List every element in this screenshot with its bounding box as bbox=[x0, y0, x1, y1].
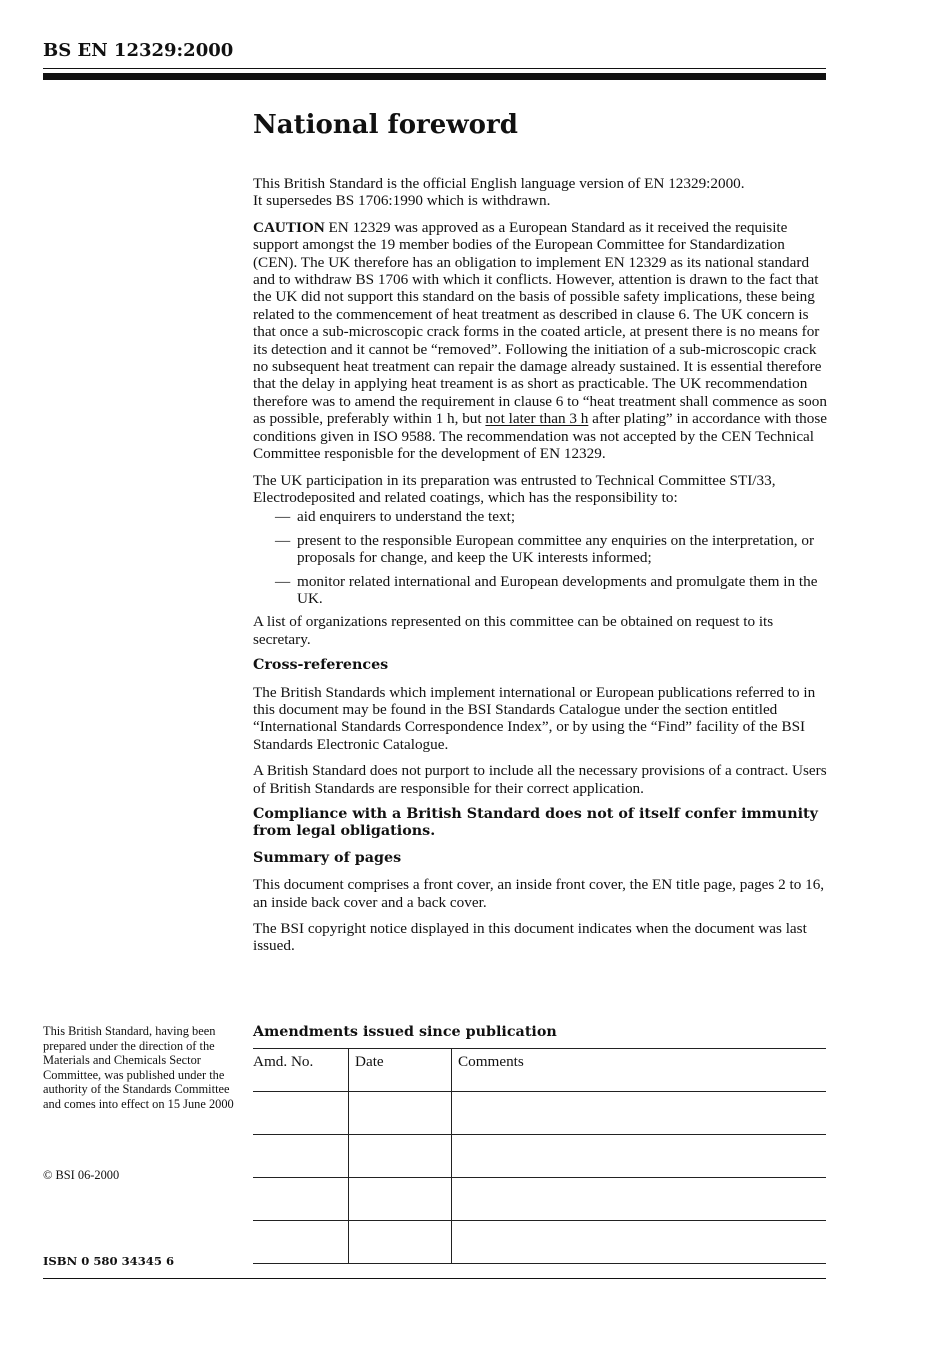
table-cell bbox=[349, 1221, 452, 1264]
caution-underlined: not later than 3 h bbox=[485, 410, 589, 428]
dash-bullet: — bbox=[275, 572, 291, 590]
organizations-paragraph: A list of organizations represented on this committee can be obtained on request to its secretary. bbox=[253, 613, 774, 648]
table-row bbox=[253, 1135, 826, 1178]
participation-paragraph: The UK participation in its preparation was entrusted to Technical Committee STI/33, Electrodeposited and related coatings, which has the responsibility to: bbox=[253, 471, 776, 506]
purport-paragraph: A British Standard does not purport to include all the necessary provisions of a contract. Users of British Standards are responsible for their correct application. bbox=[253, 762, 827, 797]
column-header-comments: Comments bbox=[452, 1049, 827, 1092]
dash-bullet: — bbox=[275, 508, 291, 526]
table-cell bbox=[253, 1178, 349, 1221]
caution-label: CAUTION bbox=[253, 218, 325, 236]
table-cell bbox=[253, 1221, 349, 1264]
compliance-statement: Compliance with a British Standard does not of itself confer immunity from legal obligations. bbox=[253, 806, 818, 840]
table-cell bbox=[349, 1135, 452, 1178]
prepared-note: This British Standard, having been prepared under the direction of the Materials and Chemicals Sector Committee, was published under the authority of the Standards Committee and comes into effect on 15 June 2000 bbox=[43, 1024, 234, 1111]
responsibility-list bbox=[253, 508, 828, 607]
table-row bbox=[253, 1178, 826, 1221]
table-cell bbox=[452, 1178, 827, 1221]
caution-paragraph bbox=[253, 219, 828, 463]
header-rule-thin bbox=[43, 68, 826, 69]
intro-line-1: This British Standard is the official English language version of EN 12329:2000. bbox=[253, 175, 745, 192]
page-title: National foreword bbox=[253, 110, 518, 140]
header-rule-thick bbox=[43, 73, 826, 80]
list-item-text: aid enquirers to understand the text; bbox=[297, 508, 516, 526]
list-item bbox=[253, 532, 828, 567]
table-cell bbox=[349, 1178, 452, 1221]
table-row bbox=[253, 1221, 826, 1264]
intro-line-2: It supersedes BS 1706:1990 which is withdrawn. bbox=[253, 192, 551, 210]
table-cell bbox=[253, 1135, 349, 1178]
copyright-line: © BSI 06-2000 bbox=[43, 1168, 120, 1182]
table-cell bbox=[452, 1135, 827, 1178]
amendments-table bbox=[253, 1048, 826, 1264]
amendments-title: Amendments issued since publication bbox=[253, 1024, 557, 1040]
caution-text-after: after plating” in accordance with those conditions given in ISO 9588. The recommendation was not accepted by the CEN Technical Committee responisble for the development of EN 12329. bbox=[253, 410, 828, 463]
column-header-date: Date bbox=[349, 1049, 452, 1092]
copyright-notice-paragraph: The BSI copyright notice displayed in this document indicates when the document was last issued. bbox=[253, 920, 807, 955]
column-header-amd-no: Amd. No. bbox=[253, 1049, 349, 1092]
foreword-body bbox=[253, 108, 828, 964]
dash-bullet: — bbox=[275, 531, 291, 549]
table-header-row bbox=[253, 1049, 826, 1092]
isbn: ISBN 0 580 34345 6 bbox=[43, 1254, 175, 1268]
summary-heading: Summary of pages bbox=[253, 849, 402, 866]
footer-rule bbox=[43, 1278, 826, 1279]
table-cell bbox=[452, 1092, 827, 1135]
cross-references-heading: Cross-references bbox=[253, 657, 389, 674]
table-cell bbox=[253, 1092, 349, 1135]
list-item bbox=[253, 573, 828, 608]
standard-id: BS EN 12329:2000 bbox=[43, 40, 234, 61]
table-cell bbox=[349, 1092, 452, 1135]
cross-references-paragraph: The British Standards which implement international or European publications referred to in this document may be found in the BSI Standards Catalogue under the section entitled “International Standards Correspondence Index”, or by using the “Find” facility of the BSI Standards Electronic Catalogue. bbox=[253, 683, 816, 753]
table-row bbox=[253, 1092, 826, 1135]
list-item bbox=[253, 508, 828, 525]
list-item-text: present to the responsible European committee any enquiries on the interpretation, or proposals for change, and keep the UK interests informed; bbox=[297, 531, 815, 567]
intro-paragraph bbox=[253, 175, 828, 210]
table-cell bbox=[452, 1221, 827, 1264]
list-item-text: monitor related international and European developments and promulgate them in the UK. bbox=[297, 572, 818, 607]
caution-text-before: EN 12329 was approved as a European Standard as it received the requisite support amongst the 19 member bodies of the European Committee for Standardization (CEN). The UK therefore has an obligation to implement EN 12329 as its national standard and to withdraw BS 1706 with which it conflicts. However, attention is drawn to the fact that the UK did not support this standard on the basis of possible safety implications, these being related to the commencement of heat treatment as described in clause 6. The UK concern is that once a sub-microscopic crack forms in the coated article, at present there is no means for its detection and it cannot be “removed”. Following the initiation of a sub-microscopic crack no subsequent heat treatment can repair the damage already sustained. It is essential therefore that the delay in applying heat treament is as short as practicable. The UK recommendation therefore was to amend the requirement in clause 6 to “heat treatment shall commence as soon as possible, preferably within 1 h, but bbox=[253, 218, 827, 428]
summary-paragraph: This document comprises a front cover, an inside front cover, the EN title page, pages 2 to 16, an inside back cover and a back cover. bbox=[253, 876, 825, 911]
